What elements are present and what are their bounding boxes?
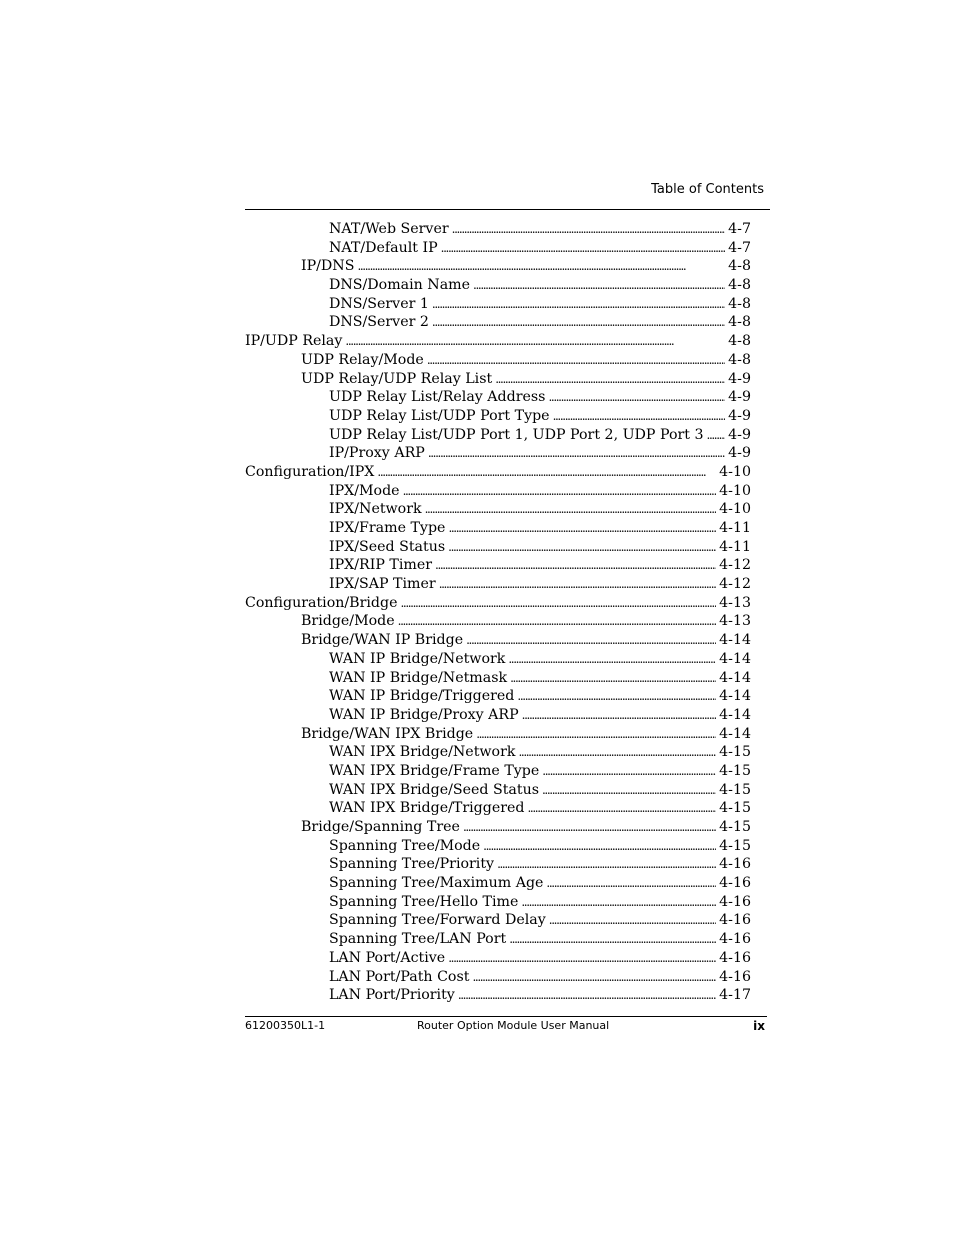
toc-entry-title: WAN IP Bridge/Netmask — [329, 669, 508, 686]
toc-entry-title: WAN IPX Bridge/Frame Type — [329, 762, 540, 779]
toc-dot-leader — [553, 407, 726, 426]
toc-entry[interactable] — [245, 519, 751, 538]
toc-entry[interactable] — [245, 388, 751, 407]
toc-entry[interactable] — [245, 949, 751, 968]
toc-entry[interactable] — [245, 407, 751, 426]
toc-entry-page: 4-16 — [719, 893, 751, 910]
toc-entry-title: WAN IPX Bridge/Seed Status — [329, 781, 539, 798]
toc-entry-page: 4-14 — [719, 725, 751, 742]
toc-dot-leader — [345, 332, 725, 351]
toc-dot-leader — [463, 818, 716, 837]
toc-dot-leader — [357, 257, 725, 276]
toc-dot-leader — [448, 519, 716, 538]
toc-entry[interactable] — [245, 725, 751, 744]
toc-entry[interactable] — [245, 837, 751, 856]
toc-dot-leader — [427, 351, 725, 370]
toc-entry-title: Configuration/IPX — [245, 463, 375, 480]
toc-dot-leader — [466, 631, 716, 650]
toc-entry-page: 4-15 — [719, 837, 751, 854]
toc-entry-page: 4-7 — [728, 221, 751, 237]
toc-dot-leader — [528, 799, 717, 818]
toc-dot-leader — [473, 276, 725, 295]
toc-entry[interactable] — [245, 968, 751, 987]
toc-dot-leader — [435, 556, 716, 575]
toc-entry-page: 4-14 — [719, 650, 751, 667]
toc-dot-leader — [495, 370, 725, 389]
toc-entry[interactable] — [245, 687, 751, 706]
toc-entry-page: 4-9 — [728, 445, 751, 462]
toc-entry[interactable] — [245, 669, 751, 688]
toc-entry-title: UDP Relay/UDP Relay List — [301, 370, 493, 387]
toc-entry-page: 4-11 — [719, 520, 751, 536]
toc-entry-title: Spanning Tree/Priority — [329, 856, 495, 873]
toc-entry-title: Bridge/WAN IPX Bridge — [301, 725, 474, 742]
toc-entry-title: WAN IP Bridge/Triggered — [329, 688, 515, 705]
toc-entry-page: 4-8 — [728, 333, 751, 350]
toc-dot-leader — [546, 874, 716, 893]
toc-dot-leader — [472, 968, 716, 987]
toc-entry-title: WAN IP Bridge/Proxy ARP — [329, 706, 519, 723]
footer-rule — [245, 1016, 767, 1017]
toc-dot-leader — [458, 986, 716, 1005]
toc-entry-title: Spanning Tree/Hello Time — [329, 893, 519, 910]
toc-entry[interactable] — [245, 313, 751, 332]
toc-entry-page: 4-15 — [719, 819, 751, 835]
toc-entry-page: 4-9 — [728, 426, 751, 443]
toc-dot-leader — [517, 687, 716, 706]
toc-entry-page: 4-9 — [728, 407, 751, 424]
toc-dot-leader — [510, 669, 716, 688]
toc-dot-leader — [522, 706, 716, 725]
toc-entry[interactable] — [245, 874, 751, 893]
toc-entry[interactable] — [245, 893, 751, 912]
toc-entry-title: LAN Port/Active — [329, 949, 446, 966]
toc-entry[interactable] — [245, 706, 751, 725]
toc-dot-leader — [398, 612, 716, 631]
toc-entry[interactable] — [245, 556, 751, 575]
toc-entry-page: 4-14 — [719, 688, 751, 705]
toc-entry-title: DNS/Domain Name — [329, 277, 471, 294]
toc-entry-page: 4-8 — [728, 258, 751, 275]
toc-entry-title: NAT/Web Server — [329, 221, 449, 237]
toc-entry-title: DNS/Server 1 — [329, 295, 429, 312]
toc-dot-leader — [439, 575, 716, 594]
toc-entry-page: 4-8 — [728, 295, 751, 312]
toc-entry[interactable] — [245, 612, 751, 631]
toc-entry-page: 4-16 — [719, 912, 751, 929]
toc-entry-title: IPX/Seed Status — [329, 538, 446, 555]
toc-entry-page: 4-10 — [719, 482, 751, 499]
toc-entry-page: 4-15 — [719, 744, 751, 761]
toc-entry-title: Spanning Tree/Forward Delay — [329, 912, 546, 929]
toc-dot-leader — [403, 482, 717, 501]
toc-entry-title: IPX/Network — [329, 501, 422, 518]
toc-entry-page: 4-14 — [719, 706, 751, 723]
toc-entry-page: 4-13 — [719, 613, 751, 630]
toc-dot-leader — [448, 538, 716, 557]
toc-entry[interactable] — [245, 650, 751, 669]
toc-entry-title: Spanning Tree/LAN Port — [329, 931, 507, 948]
toc-entry[interactable] — [245, 257, 751, 276]
document-number: 61200350L1-1 — [245, 1019, 326, 1032]
table-of-contents — [245, 220, 751, 1005]
toc-entry-title: IPX/Mode — [329, 482, 400, 499]
toc-entry-title: Spanning Tree/Maximum Age — [329, 875, 544, 892]
toc-entry[interactable] — [245, 986, 751, 1005]
toc-entry-page: 4-16 — [719, 856, 751, 873]
toc-entry[interactable] — [245, 930, 751, 949]
toc-entry-title: IP/DNS — [301, 258, 355, 275]
toc-entry[interactable] — [245, 444, 751, 463]
toc-entry-page: 4-15 — [719, 781, 751, 798]
toc-entry-page: 4-16 — [719, 875, 751, 892]
toc-entry[interactable] — [245, 351, 751, 370]
toc-entry[interactable] — [245, 631, 751, 650]
toc-dot-leader — [377, 463, 716, 482]
toc-entry-title: WAN IP Bridge/Network — [329, 650, 506, 667]
toc-entry-title: IP/UDP Relay — [245, 333, 343, 350]
toc-entry[interactable] — [245, 482, 751, 501]
toc-entry-title: WAN IPX Bridge/Network — [329, 744, 516, 761]
toc-entry-page: 4-10 — [719, 463, 751, 480]
toc-entry[interactable] — [245, 762, 751, 781]
toc-entry-title: Bridge/Spanning Tree — [301, 819, 460, 835]
page-header-title: Table of Contents — [651, 182, 764, 197]
toc-entry-title: Bridge/Mode — [301, 613, 395, 630]
toc-entry-title: IPX/SAP Timer — [329, 576, 436, 593]
toc-entry-page: 4-15 — [719, 762, 751, 779]
toc-entry-page: 4-11 — [719, 538, 751, 555]
toc-entry[interactable] — [245, 276, 751, 295]
toc-entry[interactable] — [245, 575, 751, 594]
manual-title: Router Option Module User Manual — [417, 1019, 610, 1032]
toc-entry[interactable] — [245, 818, 751, 837]
toc-entry-title: UDP Relay List/UDP Port 1, UDP Port 2, UDP Port 3 — [329, 426, 704, 443]
toc-dot-leader — [518, 743, 716, 762]
toc-entry[interactable] — [245, 855, 751, 874]
toc-entry-title: DNS/Server 2 — [329, 314, 429, 331]
toc-dot-leader — [452, 220, 726, 239]
toc-entry[interactable] — [245, 799, 751, 818]
toc-dot-leader — [542, 762, 716, 781]
toc-entry-page: 4-14 — [719, 632, 751, 649]
toc-dot-leader — [432, 295, 725, 314]
toc-entry-page: 4-12 — [719, 557, 751, 574]
toc-entry-page: 4-13 — [719, 594, 751, 611]
toc-dot-leader — [432, 313, 725, 332]
toc-dot-leader — [476, 725, 716, 744]
toc-entry-page: 4-10 — [719, 501, 751, 518]
toc-entry-page: 4-17 — [719, 987, 751, 1004]
toc-entry-title: UDP Relay List/UDP Port Type — [329, 407, 550, 424]
toc-entry[interactable] — [245, 239, 751, 258]
toc-entry[interactable] — [245, 295, 751, 314]
toc-entry-page: 4-7 — [728, 239, 751, 256]
toc-entry[interactable] — [245, 911, 751, 930]
toc-entry-title: Configuration/Bridge — [245, 594, 398, 611]
toc-entry-page: 4-12 — [719, 576, 751, 593]
toc-entry-page: 4-16 — [719, 968, 751, 985]
toc-entry-title: UDP Relay List/Relay Address — [329, 389, 546, 406]
toc-entry-page: 4-15 — [719, 800, 751, 817]
toc-entry-page: 4-16 — [719, 931, 751, 948]
toc-dot-leader — [549, 911, 716, 930]
toc-entry[interactable] — [245, 538, 751, 557]
toc-dot-leader — [483, 837, 716, 856]
toc-dot-leader — [448, 949, 716, 968]
toc-dot-leader — [542, 781, 716, 800]
toc-dot-leader — [428, 444, 725, 463]
toc-entry[interactable] — [245, 332, 751, 351]
toc-entry-title: LAN Port/Priority — [329, 987, 455, 1004]
toc-entry-title: LAN Port/Path Cost — [329, 968, 470, 985]
toc-entry-page: 4-8 — [728, 351, 751, 368]
toc-entry-page: 4-9 — [728, 389, 751, 406]
toc-entry-page: 4-14 — [719, 669, 751, 686]
toc-dot-leader — [425, 500, 717, 519]
toc-entry[interactable] — [245, 743, 751, 762]
toc-entry-page: 4-9 — [728, 370, 751, 387]
page-number: ix — [753, 1019, 765, 1033]
toc-dot-leader — [497, 855, 716, 874]
toc-entry[interactable] — [245, 220, 751, 239]
toc-dot-leader — [548, 388, 725, 407]
toc-entry-title: IP/Proxy ARP — [329, 445, 425, 462]
toc-dot-leader — [400, 594, 716, 613]
toc-entry-title: WAN IPX Bridge/Triggered — [329, 800, 525, 817]
toc-entry-title: IPX/Frame Type — [329, 520, 446, 536]
toc-entry-page: 4-8 — [728, 314, 751, 331]
toc-entry[interactable] — [245, 594, 751, 613]
toc-dot-leader — [707, 426, 726, 445]
toc-entry[interactable] — [245, 781, 751, 800]
toc-entry-title: IPX/RIP Timer — [329, 557, 433, 574]
toc-entry-title: Spanning Tree/Mode — [329, 837, 481, 854]
toc-dot-leader — [521, 893, 716, 912]
header-rule — [245, 209, 770, 210]
toc-entry-page: 4-16 — [719, 949, 751, 966]
toc-entry-title: Bridge/WAN IP Bridge — [301, 632, 464, 649]
toc-dot-leader — [441, 239, 725, 258]
toc-entry-title: NAT/Default IP — [329, 239, 438, 256]
toc-entry[interactable] — [245, 500, 751, 519]
toc-entry-title: UDP Relay/Mode — [301, 351, 424, 368]
toc-entry[interactable] — [245, 370, 751, 389]
toc-dot-leader — [508, 650, 716, 669]
toc-entry-page: 4-8 — [728, 277, 751, 294]
toc-entry[interactable] — [245, 463, 751, 482]
toc-dot-leader — [509, 930, 716, 949]
toc-entry[interactable] — [245, 426, 751, 445]
